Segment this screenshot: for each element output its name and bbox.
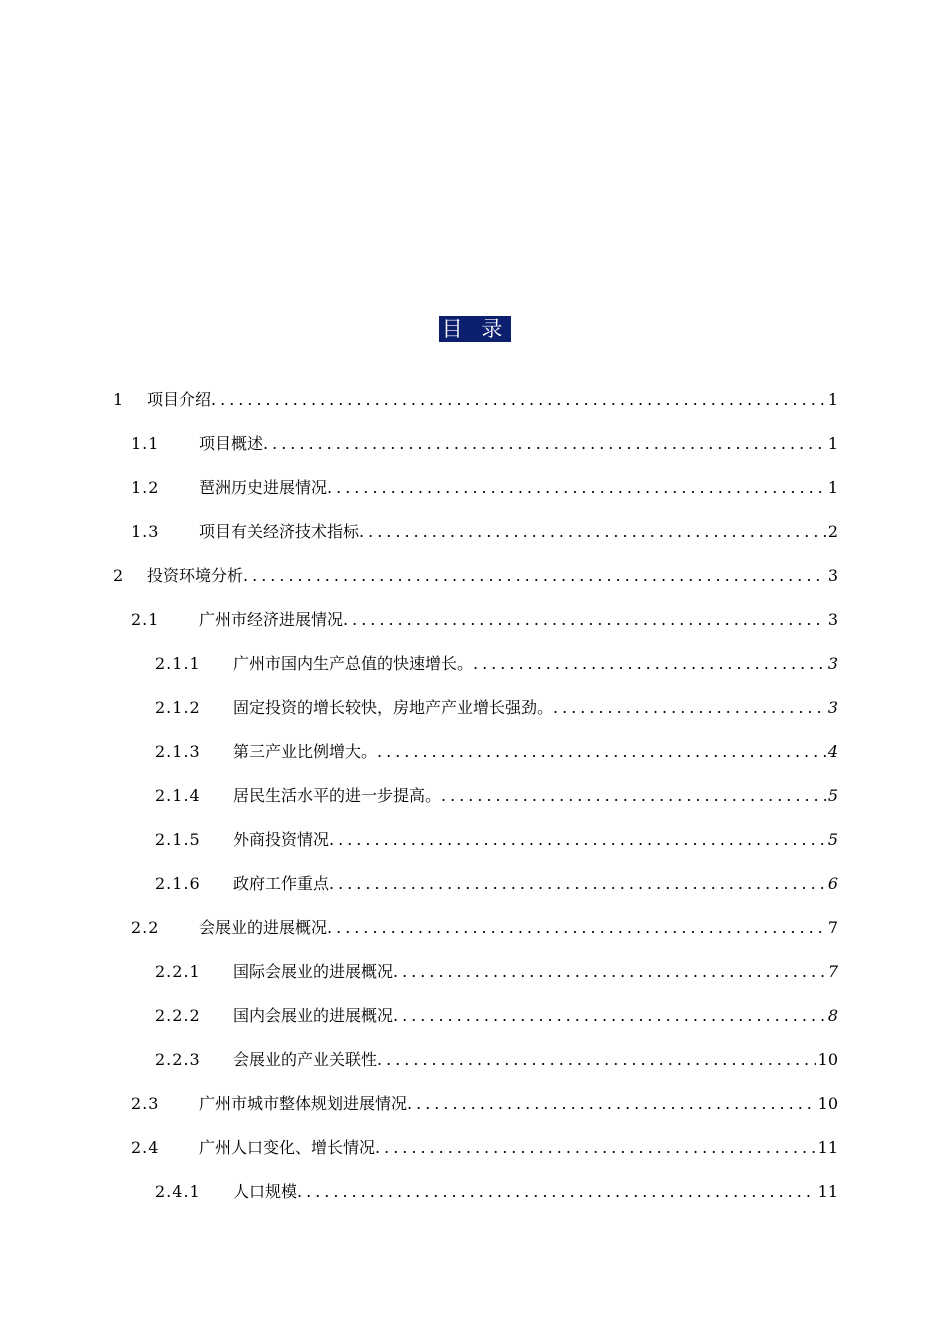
toc-entry-number: 2.1.5 (155, 830, 201, 849)
toc-dot-leader (263, 434, 826, 454)
toc-entry-title: 外商投资情况 (233, 830, 330, 849)
toc-entry-page: 3 (827, 610, 838, 629)
toc-entry[interactable] (131, 1082, 838, 1126)
toc-dot-leader (243, 566, 826, 586)
toc-entry[interactable] (113, 378, 838, 422)
toc-entry-title: 项目介绍 (147, 390, 212, 409)
toc-entry-title: 琶洲历史进展情况 (199, 478, 328, 497)
toc-entry-number: 1 (113, 390, 125, 409)
toc-entry[interactable] (155, 686, 838, 730)
toc-dot-leader (327, 918, 826, 938)
toc-dot-leader (393, 1006, 826, 1026)
toc-dot-leader (211, 390, 826, 410)
toc-entry-title: 国内会展业的进展概况 (233, 1006, 394, 1025)
toc-entry-number: 2.1.1 (155, 654, 201, 673)
toc-entry-page: 8 (827, 1006, 838, 1025)
toc-entry-title: 居民生活水平的进一步提高。 (233, 786, 442, 805)
toc-entry-page: 7 (827, 962, 838, 981)
toc-entry[interactable] (131, 598, 838, 642)
toc-entry-number: 1.3 (131, 522, 160, 541)
toc-entry[interactable] (155, 730, 838, 774)
toc-entry-page: 3 (827, 566, 838, 585)
toc-entry[interactable] (155, 642, 838, 686)
toc-entry-title: 广州市城市整体规划进展情况 (199, 1094, 408, 1113)
toc-dot-leader (359, 522, 826, 542)
toc-entry-page: 1 (827, 434, 838, 453)
toc-entry-number: 2.1.2 (155, 698, 201, 717)
toc-entry[interactable] (155, 818, 838, 862)
toc-dot-leader (377, 1050, 816, 1070)
toc-entry-number: 2.1.4 (155, 786, 201, 805)
toc-dot-leader (329, 830, 826, 850)
toc-entry[interactable] (131, 1126, 838, 1170)
toc-entry-number: 2.1.6 (155, 874, 201, 893)
toc-dot-leader (407, 1094, 816, 1114)
toc-entry-number: 2.2.2 (155, 1006, 201, 1025)
toc-entry-title: 项目有关经济技术指标 (199, 522, 360, 541)
toc-entry-page: 3 (827, 698, 838, 717)
toc-dot-leader (343, 610, 826, 630)
toc-entry-title: 会展业的进展概况 (199, 918, 328, 937)
toc-entry-number: 2.3 (131, 1094, 160, 1113)
toc-entry[interactable] (131, 906, 838, 950)
toc-entry-page: 11 (817, 1182, 838, 1201)
toc-entry[interactable] (155, 994, 838, 1038)
toc-entry-number: 1.2 (131, 478, 160, 497)
toc-entry-page: 4 (827, 742, 838, 761)
toc-entry-number: 2 (113, 566, 125, 585)
toc-entry[interactable] (131, 466, 838, 510)
toc-entry-title: 第三产业比例增大。 (233, 742, 378, 761)
toc-dot-leader (327, 478, 826, 498)
toc-entry-title: 广州市国内生产总值的快速增长。 (233, 654, 474, 673)
toc-dot-leader (393, 962, 826, 982)
toc-entry-title: 固定投资的增长较快，房地产产业增长强劲。 (233, 698, 554, 717)
toc-entry-page: 5 (827, 786, 838, 805)
toc-entry-number: 2.4.1 (155, 1182, 201, 1201)
toc-entry[interactable] (155, 862, 838, 906)
toc-dot-leader (441, 786, 826, 806)
toc-entry-title: 项目概述 (199, 434, 264, 453)
toc-title-wrapper (0, 316, 950, 342)
toc-entry-number: 2.2.3 (155, 1050, 201, 1069)
toc-dot-leader (473, 654, 826, 674)
toc-entry-page: 10 (817, 1050, 838, 1069)
toc-entry[interactable] (113, 554, 838, 598)
toc-entry-title: 国际会展业的进展概况 (233, 962, 394, 981)
toc-entry[interactable] (155, 774, 838, 818)
toc-entry[interactable] (131, 422, 838, 466)
toc-dot-leader (329, 874, 826, 894)
toc-entry[interactable] (131, 510, 838, 554)
toc-entry-page: 2 (827, 522, 838, 541)
toc-entry-number: 2.4 (131, 1138, 160, 1157)
toc-entry-page: 1 (827, 390, 838, 409)
toc-entry-page: 3 (827, 654, 838, 673)
toc-dot-leader (297, 1182, 816, 1202)
toc-entry-page: 11 (817, 1138, 838, 1157)
toc-entry-title: 广州市经济进展情况 (199, 610, 344, 629)
toc-entry[interactable] (155, 1170, 838, 1214)
toc-entry-number: 2.2.1 (155, 962, 201, 981)
toc-entry-number: 2.1 (131, 610, 160, 629)
toc-dot-leader (553, 698, 826, 718)
toc-entry-title: 政府工作重点 (233, 874, 330, 893)
toc-entry-page: 7 (827, 918, 838, 937)
toc-entry-page: 10 (817, 1094, 838, 1113)
toc-entry-number: 1.1 (131, 434, 160, 453)
toc-title: 目 录 (439, 316, 512, 342)
toc-dot-leader (375, 1138, 816, 1158)
toc-entry-page: 6 (827, 874, 838, 893)
toc-entry-title: 人口规模 (233, 1182, 298, 1201)
toc-entry-number: 2.2 (131, 918, 160, 937)
toc-dot-leader (377, 742, 826, 762)
toc-entry-title: 会展业的产业关联性 (233, 1050, 378, 1069)
toc-entry-number: 2.1.3 (155, 742, 201, 761)
toc-entry[interactable] (155, 1038, 838, 1082)
toc-entry-page: 5 (827, 830, 838, 849)
toc-entry[interactable] (155, 950, 838, 994)
toc-entry-page: 1 (827, 478, 838, 497)
toc-entry-title: 投资环境分析 (147, 566, 244, 585)
toc-entry-title: 广州人口变化、增长情况 (199, 1138, 376, 1157)
